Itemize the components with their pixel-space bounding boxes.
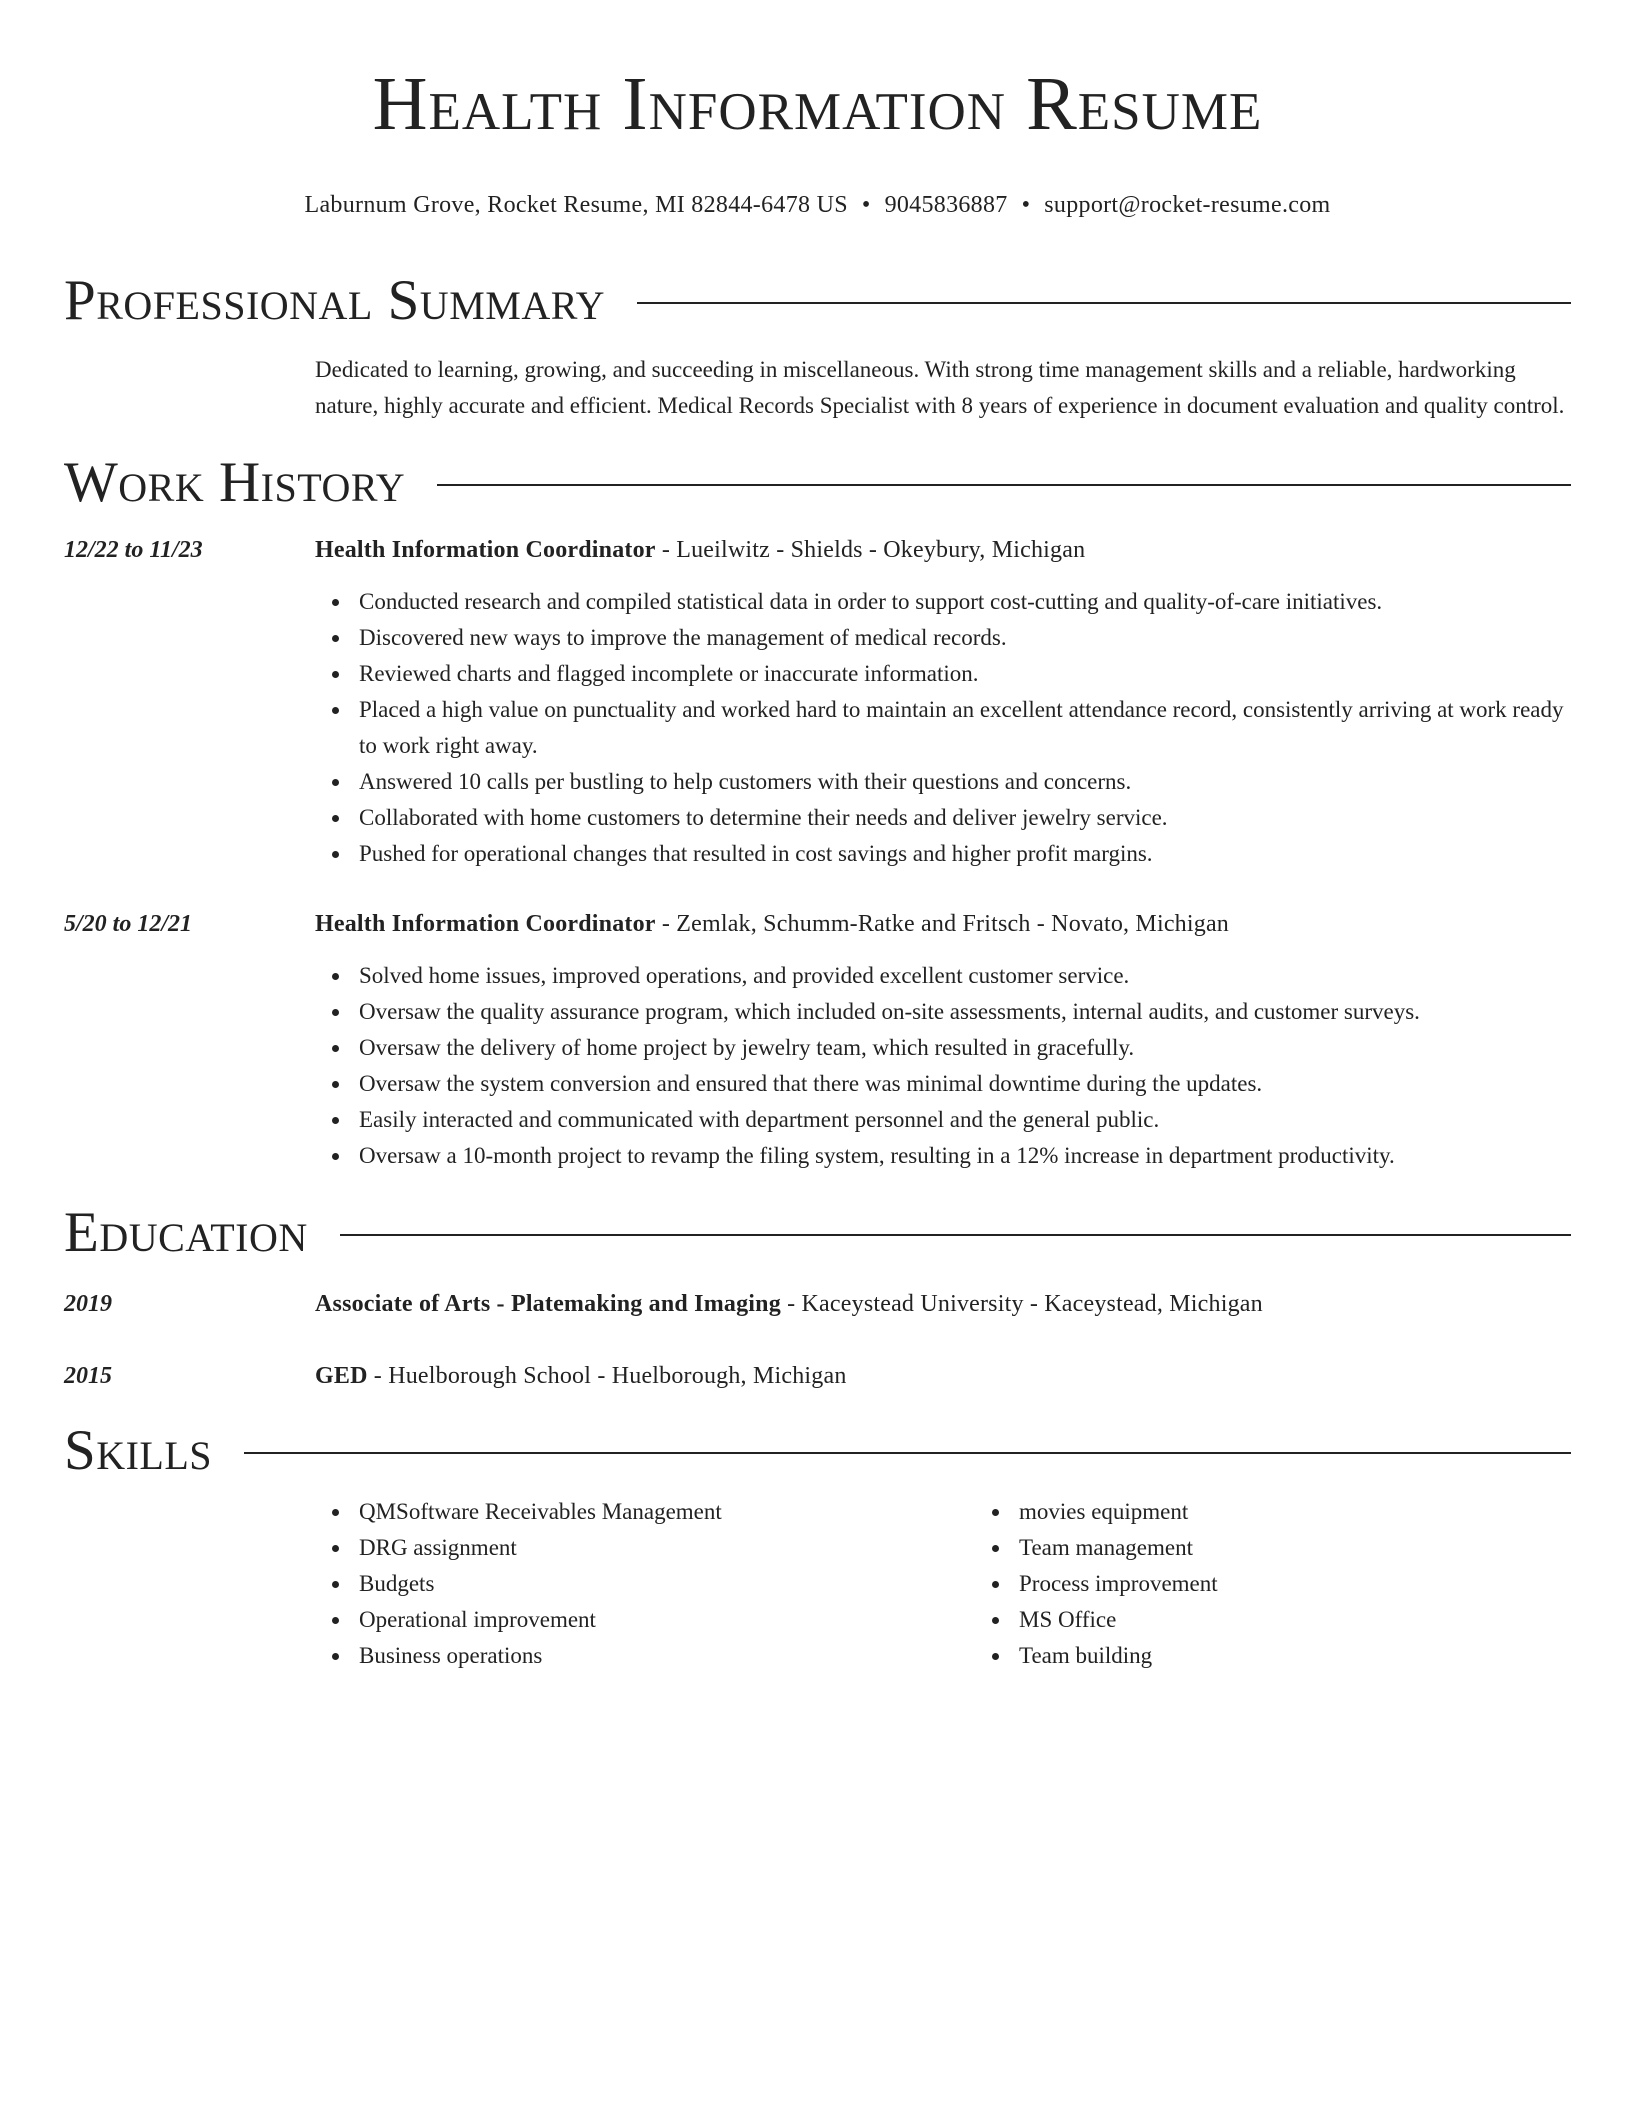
contact-address: Laburnum Grove, Rocket Resume, MI 82844-6478 US bbox=[304, 192, 848, 218]
list-item: Oversaw the system conversion and ensured that there was minimal downtime during the updates. bbox=[359, 1066, 1571, 1102]
skill-item: Team management bbox=[1019, 1530, 1632, 1566]
skill-item: Operational improvement bbox=[359, 1602, 975, 1638]
section-divider bbox=[437, 484, 1571, 486]
skills-grid bbox=[315, 1494, 1571, 1674]
job-bullets bbox=[315, 958, 1571, 1174]
skills-column-right bbox=[975, 1494, 1632, 1674]
section-divider bbox=[340, 1234, 1571, 1236]
job-details: - Lueilwitz - Shields - Okeybury, Michigan bbox=[655, 537, 1086, 563]
summary-heading: Professional Summary bbox=[64, 269, 606, 332]
education-section-heading bbox=[64, 1202, 1571, 1264]
contact-phone: 9045836887 bbox=[884, 192, 1008, 218]
education-year: 2019 bbox=[64, 1291, 112, 1317]
education-degree: Associate of Arts - Platemaking and Imaging bbox=[315, 1291, 781, 1317]
skill-item: QMSoftware Receivables Management bbox=[359, 1494, 975, 1530]
section-divider bbox=[244, 1452, 1571, 1454]
job-title: Health Information Coordinator bbox=[315, 911, 656, 937]
job-body bbox=[315, 534, 1571, 872]
job-entry bbox=[64, 534, 1571, 872]
contact-line bbox=[64, 190, 1571, 220]
education-year: 2015 bbox=[64, 1363, 112, 1389]
job-body bbox=[315, 908, 1571, 1174]
skill-item: Team building bbox=[1019, 1638, 1632, 1674]
education-body bbox=[315, 1288, 1571, 1320]
resume-title: Health Information Resume bbox=[372, 62, 1263, 146]
education-header bbox=[315, 1288, 1571, 1320]
list-item: Solved home issues, improved operations, and provided excellent customer service. bbox=[359, 958, 1571, 994]
job-details: - Zemlak, Schumm-Ratke and Fritsch - Novato, Michigan bbox=[655, 911, 1230, 937]
job-dates: 12/22 to 11/23 bbox=[64, 537, 203, 563]
job-entry bbox=[64, 908, 1571, 1174]
summary-section-heading bbox=[64, 270, 1571, 332]
skills-column-left bbox=[315, 1494, 975, 1674]
job-dates: 5/20 to 12/21 bbox=[64, 911, 193, 937]
section-divider bbox=[637, 302, 1571, 304]
list-item: Collaborated with home customers to determine their needs and deliver jewelry service. bbox=[359, 800, 1571, 836]
job-bullets bbox=[315, 584, 1571, 872]
education-entry bbox=[64, 1360, 1571, 1392]
education-header bbox=[315, 1360, 1571, 1392]
skill-item: Process improvement bbox=[1019, 1566, 1632, 1602]
job-title: Health Information Coordinator bbox=[315, 537, 656, 563]
list-item: Pushed for operational changes that resulted in cost savings and higher profit margins. bbox=[359, 836, 1571, 872]
list-item: Answered 10 calls per bustling to help customers with their questions and concerns. bbox=[359, 764, 1571, 800]
work-heading: Work History bbox=[64, 451, 406, 514]
job-header bbox=[315, 534, 1571, 566]
contact-separator: • bbox=[1021, 192, 1031, 218]
list-item: Placed a high value on punctuality and worked hard to maintain an excellent attendance record, consistently arriving at work ready to work right away. bbox=[359, 692, 1571, 764]
education-body bbox=[315, 1360, 1571, 1392]
skill-item: DRG assignment bbox=[359, 1530, 975, 1566]
skills-section-heading bbox=[64, 1420, 1571, 1482]
contact-email: support@rocket-resume.com bbox=[1044, 192, 1331, 218]
contact-separator: • bbox=[861, 192, 871, 218]
list-item: Conducted research and compiled statistical data in order to support cost-cutting and quality-of-care initiatives. bbox=[359, 584, 1571, 620]
education-details: - Kaceystead University - Kaceystead, Michigan bbox=[780, 1291, 1263, 1317]
list-item: Oversaw the delivery of home project by jewelry team, which resulted in gracefully. bbox=[359, 1030, 1571, 1066]
skill-item: movies equipment bbox=[1019, 1494, 1632, 1530]
skill-item: Business operations bbox=[359, 1638, 975, 1674]
skills-heading: Skills bbox=[64, 1419, 213, 1482]
education-entry bbox=[64, 1288, 1571, 1320]
list-item: Easily interacted and communicated with department personnel and the general public. bbox=[359, 1102, 1571, 1138]
education-details: - Huelborough School - Huelborough, Michigan bbox=[367, 1363, 847, 1389]
summary-text: Dedicated to learning, growing, and succeeding in miscellaneous. With strong time management skills and a reliable, hardworking nature, highly accurate and efficient. Medical Records Specialist with 8 years of experience in document evaluation and quality control. bbox=[315, 357, 1565, 418]
list-item: Oversaw the quality assurance program, which included on-site assessments, internal audits, and customer surveys. bbox=[359, 994, 1571, 1030]
job-header bbox=[315, 908, 1571, 940]
work-section-heading bbox=[64, 452, 1571, 514]
skill-item: MS Office bbox=[1019, 1602, 1632, 1638]
list-item: Reviewed charts and flagged incomplete or inaccurate information. bbox=[359, 656, 1571, 692]
education-heading: Education bbox=[64, 1201, 308, 1264]
list-item: Discovered new ways to improve the management of medical records. bbox=[359, 620, 1571, 656]
education-degree: GED bbox=[315, 1363, 368, 1389]
skill-item: Budgets bbox=[359, 1566, 975, 1602]
list-item: Oversaw a 10-month project to revamp the filing system, resulting in a 12% increase in department productivity. bbox=[359, 1138, 1571, 1174]
